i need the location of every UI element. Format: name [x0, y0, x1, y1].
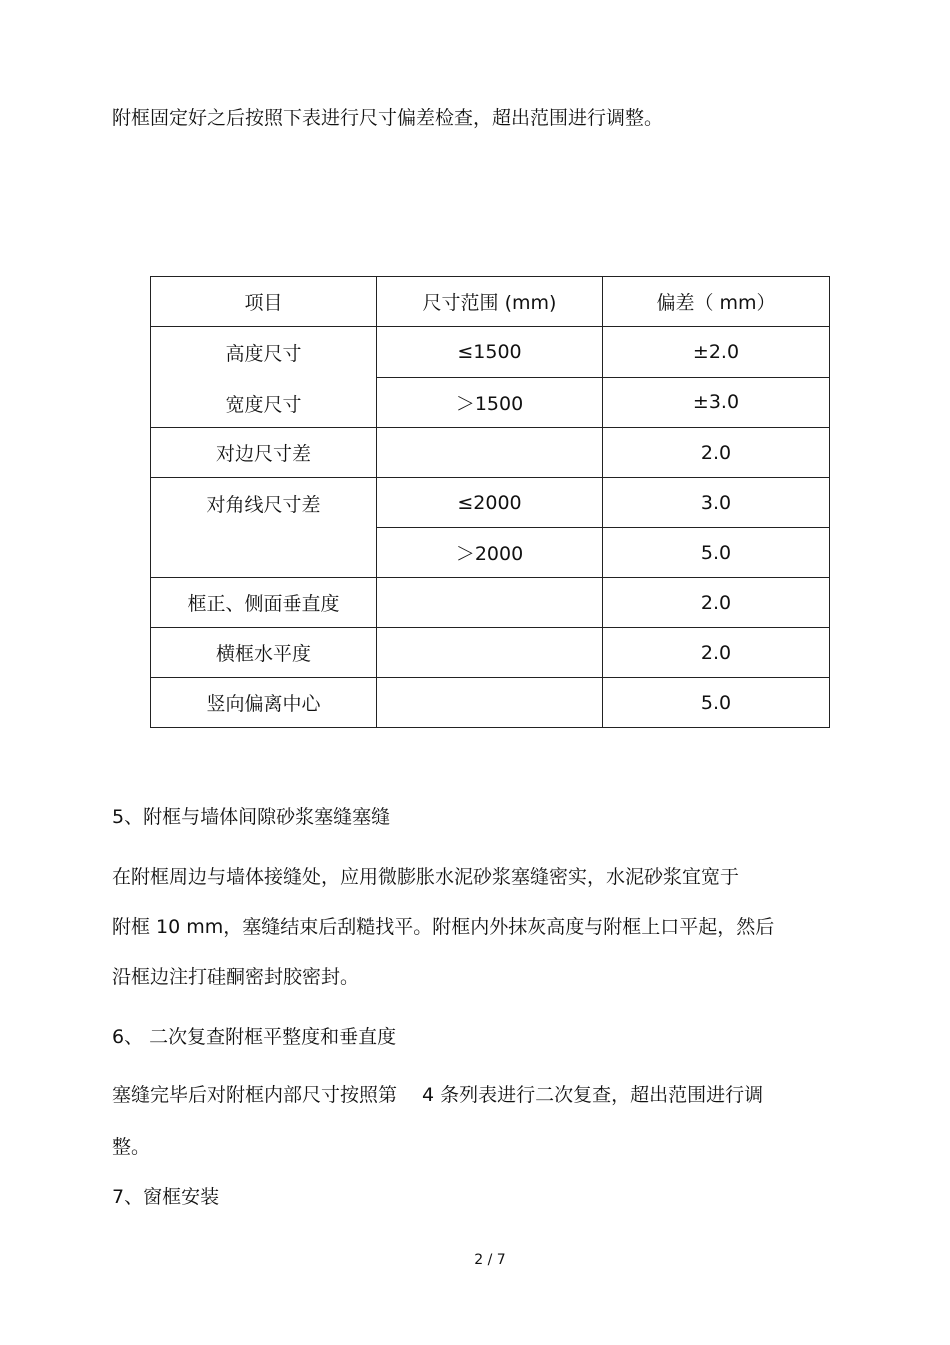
item-cell: 横框水平度: [151, 628, 377, 678]
range-cell: [377, 428, 603, 478]
item-height-width-cell: [151, 327, 377, 428]
deviation-cell: 5.0: [603, 678, 830, 728]
range-cell: [377, 578, 603, 628]
section-5-line-3: 沿框边注打硅酮密封胶密封。: [112, 966, 360, 988]
table-header-row: [151, 277, 830, 327]
item-diagonal-cell: 对角线尺寸差: [151, 478, 377, 578]
range-cell: ≤1500: [377, 327, 603, 378]
range-cell: ＞2000: [377, 528, 603, 578]
item-cell: 对边尺寸差: [151, 428, 377, 478]
deviation-cell: 2.0: [603, 628, 830, 678]
range-cell: ≤2000: [377, 478, 603, 528]
section-6-line-2: 整。: [112, 1136, 151, 1158]
deviation-cell: ±3.0: [603, 377, 830, 428]
section-7-heading: 7、窗框安装: [112, 1186, 220, 1208]
section-5-heading: 5、附框与墙体间隙砂浆塞缝塞缝: [112, 806, 391, 828]
table-row: [151, 578, 830, 628]
page-number: 2 / 7: [474, 1252, 506, 1268]
table-row: [151, 428, 830, 478]
section-5-line-1: 在附框周边与墙体接缝处，应用微膨胀水泥砂浆塞缝密实，水泥砂浆宜宽于: [112, 866, 740, 888]
section-6-heading: 6、 二次复查附框平整度和垂直度: [112, 1026, 397, 1048]
tolerance-table: [150, 276, 830, 728]
item-width: 宽度尺寸: [225, 394, 302, 416]
deviation-cell: ±2.0: [603, 327, 830, 378]
deviation-cell: 2.0: [603, 578, 830, 628]
item-cell: 竖向偏离中心: [151, 678, 377, 728]
item-height: 高度尺寸: [225, 343, 302, 365]
table-row: [151, 628, 830, 678]
intro-paragraph: 附框固定好之后按照下表进行尺寸偏差检查，超出范围进行调整。: [112, 107, 664, 129]
range-cell: ＞1500: [377, 377, 603, 428]
table-row: [151, 478, 830, 528]
range-cell: [377, 628, 603, 678]
item-cell: 框正、侧面垂直度: [151, 578, 377, 628]
deviation-cell: 2.0: [603, 428, 830, 478]
range-cell: [377, 678, 603, 728]
deviation-cell: 5.0: [603, 528, 830, 578]
header-deviation: 偏差（ mm）: [603, 277, 830, 327]
header-range: 尺寸范围 (mm): [377, 277, 603, 327]
header-item: 项目: [151, 277, 377, 327]
table-row: [151, 678, 830, 728]
section-5-line-2: 附框 10 mm，塞缝结束后刮糙找平。附框内外抹灰高度与附框上口平起，然后: [112, 916, 775, 938]
table-row: [151, 327, 830, 378]
section-6-line-1: 塞缝完毕后对附框内部尺寸按照第 4 条列表进行二次复查，超出范围进行调: [112, 1084, 764, 1106]
deviation-cell: 3.0: [603, 478, 830, 528]
